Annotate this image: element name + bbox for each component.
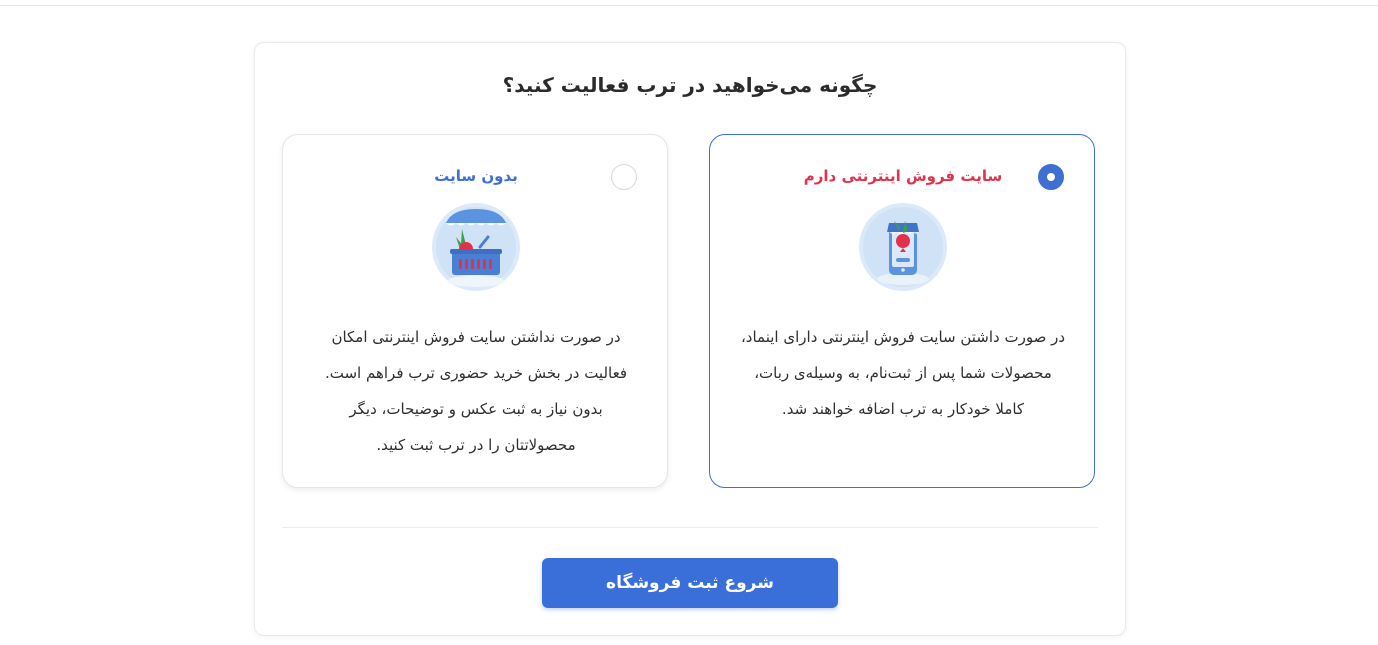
description-line: در صورت داشتن سایت فروش اینترنتی دارای اینماد،: [740, 328, 1066, 346]
description-line: محصولات شما پس از ثبت‌نام، به وسیله‌ی ربات،: [754, 364, 1052, 382]
shopping-basket-icon: [432, 203, 520, 291]
option-has-website[interactable]: [709, 134, 1095, 488]
option-no-website[interactable]: [282, 134, 668, 488]
description-line: فعالیت در بخش خرید حضوری ترب فراهم است.: [324, 364, 627, 382]
description-line: در صورت نداشتن سایت فروش اینترنتی امکان: [331, 328, 621, 346]
store-type-card: [254, 42, 1126, 636]
description-line: بدون نیاز به ثبت عکس و توضیحات، دیگر: [349, 400, 603, 418]
phone-storefront-icon: [859, 203, 947, 291]
start-store-registration-button[interactable]: شروع ثبت فروشگاه: [542, 558, 838, 608]
option-no-website-description: [303, 319, 649, 463]
page-title: چگونه می‌خواهید در ترب فعالیت کنید؟: [502, 73, 878, 97]
option-has-website-description: [730, 319, 1076, 427]
top-divider: [0, 5, 1378, 6]
section-divider: [282, 527, 1098, 528]
option-no-website-label: بدون سایت: [434, 167, 518, 185]
description-line: محصولاتتان را در ترب ثبت کنید.: [376, 436, 576, 454]
description-line: کاملا خودکار به ترب اضافه خواهند شد.: [781, 400, 1025, 418]
option-has-website-label: سایت فروش اینترنتی دارم: [803, 167, 1003, 185]
